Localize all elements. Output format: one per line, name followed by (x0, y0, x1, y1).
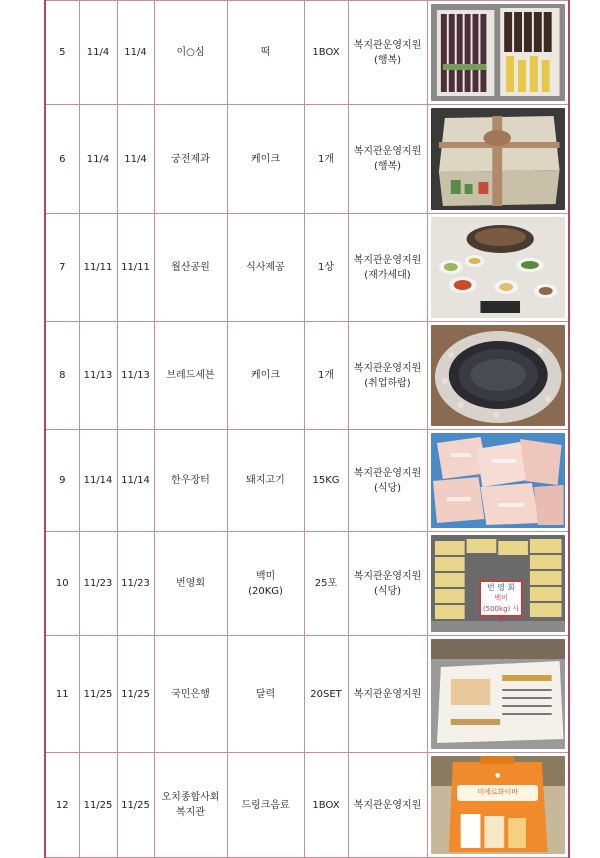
cake-gift-box-photo (431, 108, 566, 210)
donated-item: 떡 (227, 1, 304, 105)
donated-item: 달력 (227, 636, 304, 753)
pork-meat-photo (431, 433, 566, 528)
donor-name (154, 753, 227, 858)
received-date: 11/23 (79, 532, 117, 636)
donated-item: 돼지고기 (227, 430, 304, 532)
donation-table (44, 0, 570, 858)
row-number: 7 (45, 214, 79, 322)
used-date: 11/4 (117, 105, 154, 214)
usage-line: (행복) (373, 161, 402, 172)
rice-bags-photo (431, 535, 566, 632)
row-number: 9 (45, 430, 79, 532)
usage-line: 복지관운영지원 (353, 570, 422, 582)
donor-name: 한우장터 (154, 430, 227, 532)
received-date: 11/11 (79, 214, 117, 322)
donor-name: 이○심 (154, 1, 227, 105)
quantity: 1개 (304, 105, 348, 214)
usage-line: 복지관운영지원 (353, 799, 422, 811)
received-date: 11/25 (79, 753, 117, 858)
cake-photo (431, 325, 566, 426)
usage-line: 복지관운영지원 (353, 362, 422, 374)
donor-name: 월산공원 (154, 214, 227, 322)
usage-line: (식당) (373, 585, 402, 597)
meal-table-photo (431, 217, 566, 318)
usage-line: 복지관운영지원 (353, 467, 422, 479)
donor-line: 복지관 (176, 807, 205, 818)
donated-item: 드링크음료 (227, 753, 304, 858)
calendar-photo (431, 639, 566, 749)
sign-title: 번 영 회 (486, 582, 516, 592)
donor-line: 오치종합사회 (161, 792, 220, 803)
usage-line: 복지관운영지원 (353, 146, 422, 157)
quantity: 15KG (304, 430, 348, 532)
usage (348, 105, 427, 214)
rice-cake-boxes-photo (431, 4, 566, 101)
table-row (45, 430, 569, 532)
table-row (45, 532, 569, 636)
usage-line: 복지관운영지원 (353, 39, 422, 51)
table-row (45, 322, 569, 430)
received-date: 11/14 (79, 430, 117, 532)
used-date: 11/11 (117, 214, 154, 322)
box-label: ● (495, 771, 501, 779)
usage-line: 복지관운영지원 (353, 688, 422, 700)
row-number: 12 (45, 753, 79, 858)
donated-item: 식사제공 (227, 214, 304, 322)
sign-subtitle: 백미(500kg) 사용 (482, 593, 520, 624)
usage (348, 532, 427, 636)
usage-line: 복지관운영지원 (353, 254, 422, 266)
used-date: 11/4 (117, 1, 154, 105)
donated-item: 케이크 (227, 105, 304, 214)
table-row (45, 636, 569, 753)
usage-line: (취업하랍) (364, 377, 411, 389)
usage (348, 636, 427, 753)
donated-item: 케이크 (227, 322, 304, 430)
quantity: 1상 (304, 214, 348, 322)
table-row (45, 105, 569, 214)
received-date: 11/13 (79, 322, 117, 430)
row-number: 11 (45, 636, 79, 753)
usage (348, 753, 427, 858)
table-row (45, 214, 569, 322)
usage (348, 430, 427, 532)
usage-line: (식당) (373, 482, 402, 494)
usage (348, 322, 427, 430)
donor-name: 국민은행 (154, 636, 227, 753)
usage (348, 1, 427, 105)
used-date: 11/23 (117, 532, 154, 636)
received-date: 11/4 (79, 1, 117, 105)
quantity: 20SET (304, 636, 348, 753)
usage-line: (재가세대) (364, 269, 411, 281)
row-number: 5 (45, 1, 79, 105)
quantity: 1BOX (304, 753, 348, 858)
used-date: 11/25 (117, 753, 154, 858)
table-row (45, 1, 569, 105)
product-name: 미에로화이바 (457, 785, 538, 801)
used-date: 11/14 (117, 430, 154, 532)
item-line: (20KG) (248, 585, 283, 597)
row-number: 6 (45, 105, 79, 214)
donated-item (227, 532, 304, 636)
donor-sign (479, 580, 523, 624)
table-row (45, 753, 569, 858)
row-number: 10 (45, 532, 79, 636)
used-date: 11/13 (117, 322, 154, 430)
donor-name: 번영회 (154, 532, 227, 636)
donor-name: 브레드세븐 (154, 322, 227, 430)
drink-box-photo (431, 756, 566, 854)
row-number: 8 (45, 322, 79, 430)
item-line: 백미 (255, 570, 276, 582)
donor-name: 궁전제과 (154, 105, 227, 214)
used-date: 11/25 (117, 636, 154, 753)
usage (348, 214, 427, 322)
quantity: 1BOX (304, 1, 348, 105)
received-date: 11/4 (79, 105, 117, 214)
usage-line: (행복) (373, 54, 402, 66)
quantity: 1개 (304, 322, 348, 430)
quantity: 25포 (304, 532, 348, 636)
received-date: 11/25 (79, 636, 117, 753)
